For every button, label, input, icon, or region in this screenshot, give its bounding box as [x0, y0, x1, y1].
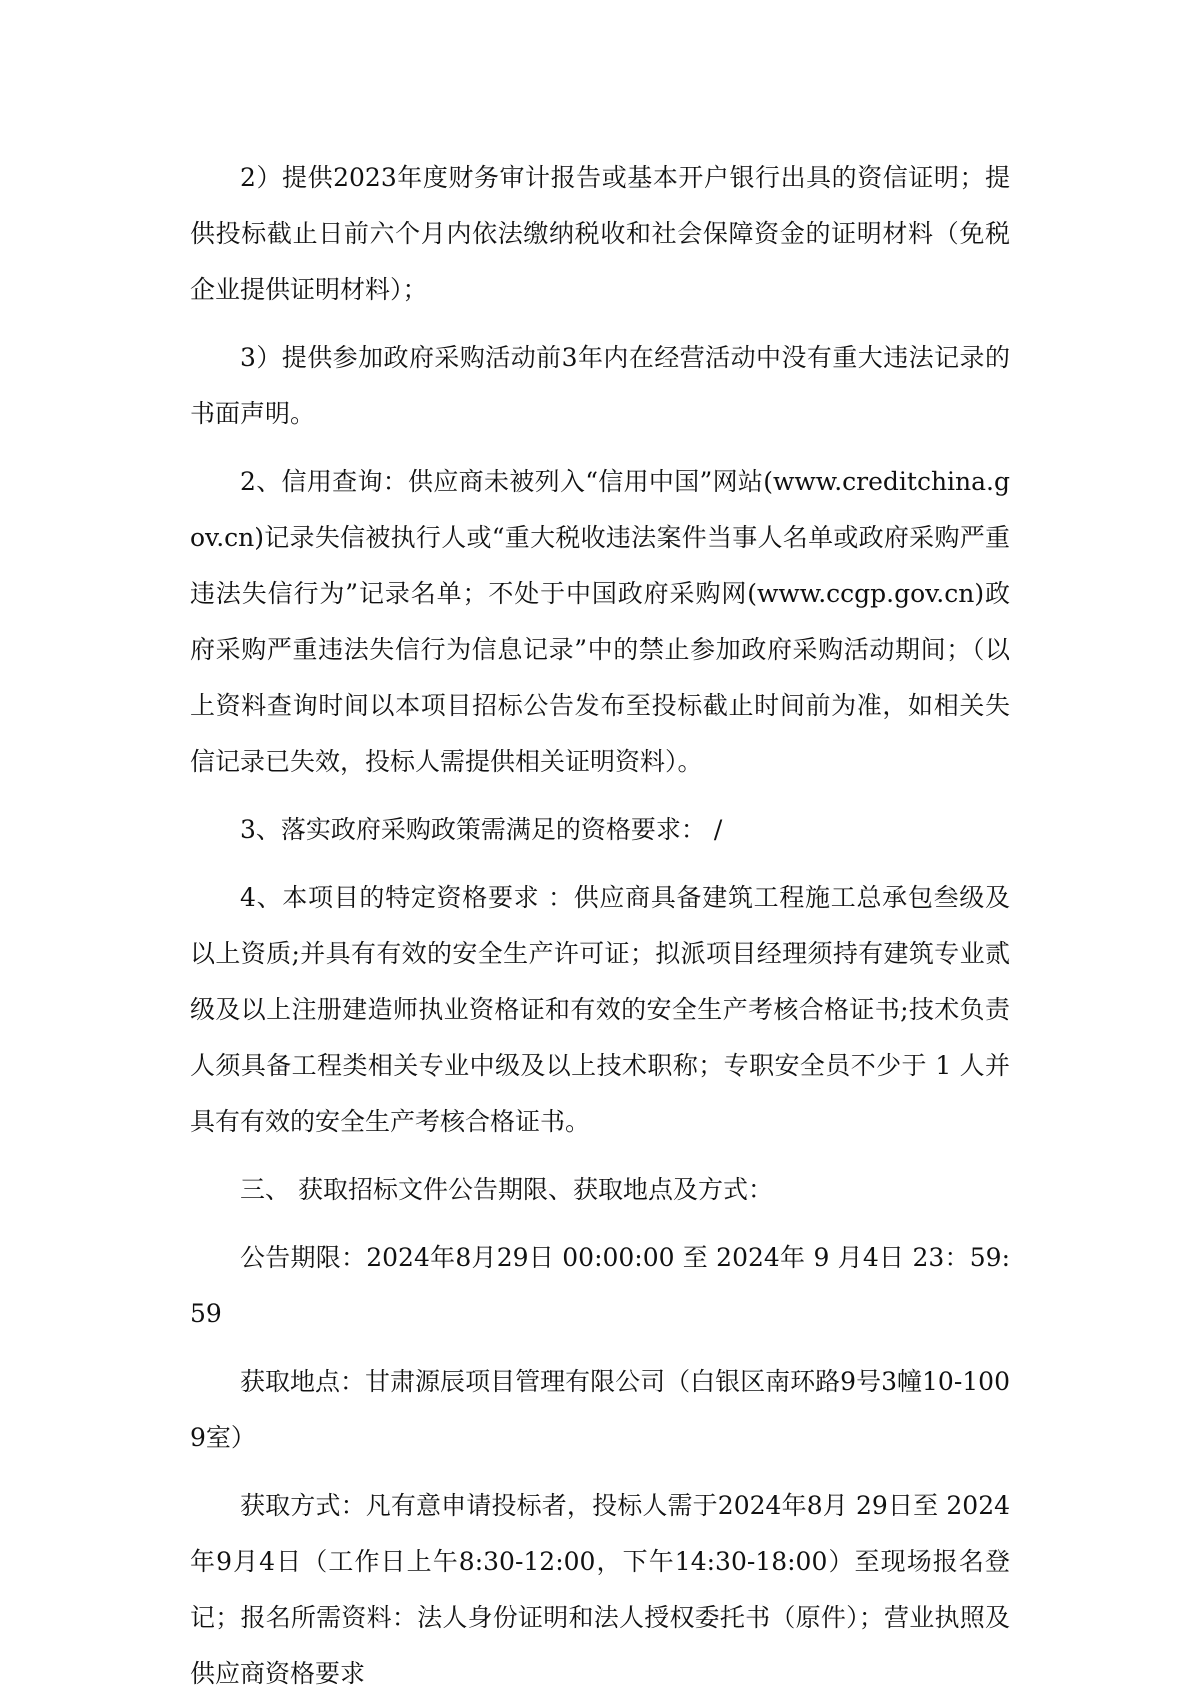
paragraph-specific-requirements: 4、本项目的特定资格要求 ：供应商具备建筑工程施工总承包叁级及以上资质;并具有有效的安全生产许可证；拟派项目经理须持有建筑专业贰级及以上注册建造师执业资格证和有效的安全生产考核合格证书;技术负责人须具备工程类相关专业中级及以上技术职称；专职安全员不少于 1 人并具有有效的安全生产考核合格证书。: [190, 883, 1010, 1136]
paragraph-obtain-location: 获取地点：甘肃源辰项目管理有限公司（白银区南环路9号3幢10-1009室）: [190, 1367, 1010, 1452]
document-page: [190, 150, 1010, 1702]
paragraph-financial-audit: 2）提供2023年度财务审计报告或基本开户银行出具的资信证明；提供投标截止日前六个月内依法缴纳税收和社会保障资金的证明材料（免税企业提供证明材料）；: [190, 163, 1010, 304]
paragraph-announcement-period: 公告期限：2024年8月29日 00:00:00 至 2024年 9 月4日 23：59:59: [190, 1243, 1010, 1328]
paragraph-policy-requirements: 3、落实政府采购政策需满足的资格要求： /: [240, 815, 723, 844]
paragraph-credit-inquiry: 2、信用查询：供应商未被列入“信用中国”网站(www.creditchina.gov.cn)记录失信被执行人或“重大税收违法案件当事人名单或政府采购严重违法失信行为”记录名单；不处于中国政府采购网(www.ccgp.gov.cn)政府采购严重违法失信行为信息记录”中的禁止参加政府采购活动期间；（以上资料查询时间以本项目招标公告发布至投标截止时间前为准，如相关失信记录已失效，投标人需提供相关证明资料）。: [190, 467, 1010, 776]
paragraph-obtain-method: 获取方式：凡有意申请投标者，投标人需于2024年8月 29日至 2024年9月4日（工作日上午8:30-12:00，下午14:30-18:00）至现场报名登记；报名所需资料：法人身份证明和法人授权委托书（原件）；营业执照及供应商资格要求: [190, 1491, 1010, 1688]
paragraph-no-violation-statement: 3）提供参加政府采购活动前3年内在经营活动中没有重大违法记录的书面声明。: [190, 343, 1010, 428]
section-heading-obtain-documents: 三、 获取招标文件公告期限、获取地点及方式：: [240, 1175, 773, 1204]
